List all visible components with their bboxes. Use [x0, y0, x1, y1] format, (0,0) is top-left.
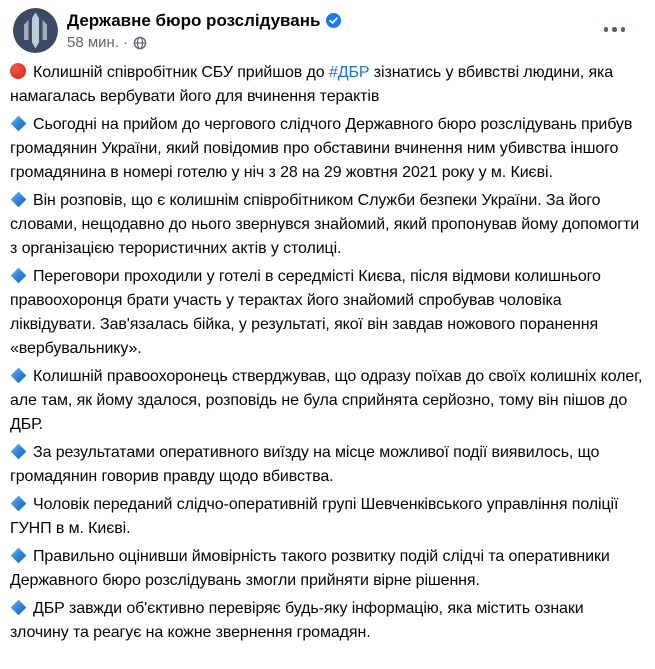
verified-badge-icon [326, 13, 341, 28]
page-avatar[interactable] [13, 8, 58, 53]
post-paragraph [10, 365, 645, 437]
post-paragraph [10, 545, 645, 593]
post-paragraph [10, 113, 645, 185]
blue-diamond-emoji [10, 443, 27, 460]
dbr-trident-logo-icon [13, 8, 58, 53]
blue-diamond-emoji [10, 367, 27, 384]
paragraph-text: Сьогодні на прийом до чергового слідчого Державного бюро розслідувань прибув громадянин України, який повідомив про обставини вчинення ним убивства іншого громадянина в номері готелю у ніч з 28 на 29 жовтня 2021 року у м. Києві. [10, 116, 633, 181]
paragraph-text: Колишній правоохоронець стверджував, що одразу поїхав до своїх колишніх колег, але там, як йому здалося, розповідь не була сприйнята серйозно, тому він пішов до ДБР. [10, 368, 643, 433]
paragraph-text: Він розповів, що є колишнім співробітником Служби безпеки України. За його словами, нещодавно до нього звернувся знайомий, який пропонував йому допомогти з організацією терористичних актів у столиці. [10, 192, 640, 257]
post-paragraph-lead [10, 61, 645, 109]
name-row [67, 10, 341, 31]
ellipsis-dot [612, 27, 617, 32]
post-paragraph [10, 493, 645, 541]
ellipsis-dot [604, 27, 609, 32]
post-body [0, 53, 655, 645]
blue-diamond-emoji [10, 547, 27, 564]
timestamp-link[interactable]: 58 мин. [67, 34, 119, 51]
blue-diamond-emoji [10, 191, 27, 208]
post-header [0, 0, 655, 53]
lead-text-rest: зізнатись у вбивстві людини, яка намагалась вербувати його для вчинення терактів [10, 64, 614, 105]
ellipsis-dot [621, 27, 626, 32]
page-name-link[interactable]: Державне бюро розслідувань [67, 11, 321, 30]
post-paragraph [10, 189, 645, 261]
paragraph-text: ДБР завжди об'єктивно перевіряє будь-яку інформацію, яка містить ознаки злочину та реагує на кожне звернення громадян. [10, 600, 584, 641]
blue-diamond-emoji [10, 115, 27, 132]
public-globe-icon [133, 36, 147, 50]
meta-separator: · [123, 34, 128, 51]
paragraph-text: Переговори проходили у готелі в середмісті Києва, після відмови колишнього правоохоронця брати участь у терактах його знайомий спробував чоловіка ліквідувати. Зав'язалась бійка, у результаті, якої він завдав ножового поранення «вербувальнику». [10, 268, 601, 357]
header-info [67, 8, 341, 52]
lead-text-pre: Колишній співробітник СБУ прийшов до [33, 64, 329, 81]
post-paragraph [10, 597, 645, 645]
post-meta [67, 34, 341, 52]
blue-diamond-emoji [10, 599, 27, 616]
paragraph-text: За результатами оперативного виїзду на місце можливої події виявилось, що громадянин говорив правду щодо вбивства. [10, 444, 600, 485]
post-paragraph [10, 441, 645, 489]
blue-diamond-emoji [10, 267, 27, 284]
blue-diamond-emoji [10, 495, 27, 512]
paragraph-text: Чоловік переданий слідчо-оперативній групі Шевченківського управління поліції ГУНП в м. Києві. [10, 496, 619, 537]
hashtag-dbr-link[interactable]: #ДБР [328, 64, 370, 81]
paragraph-text: Правильно оцінивши ймовірність такого розвитку подій слідчі та оперативники Державного бюро розслідувань змогли прийняти вірне рішення. [10, 548, 610, 589]
red-circle-emoji [10, 63, 26, 79]
post-paragraph [10, 265, 645, 361]
more-options-button[interactable] [602, 19, 628, 40]
